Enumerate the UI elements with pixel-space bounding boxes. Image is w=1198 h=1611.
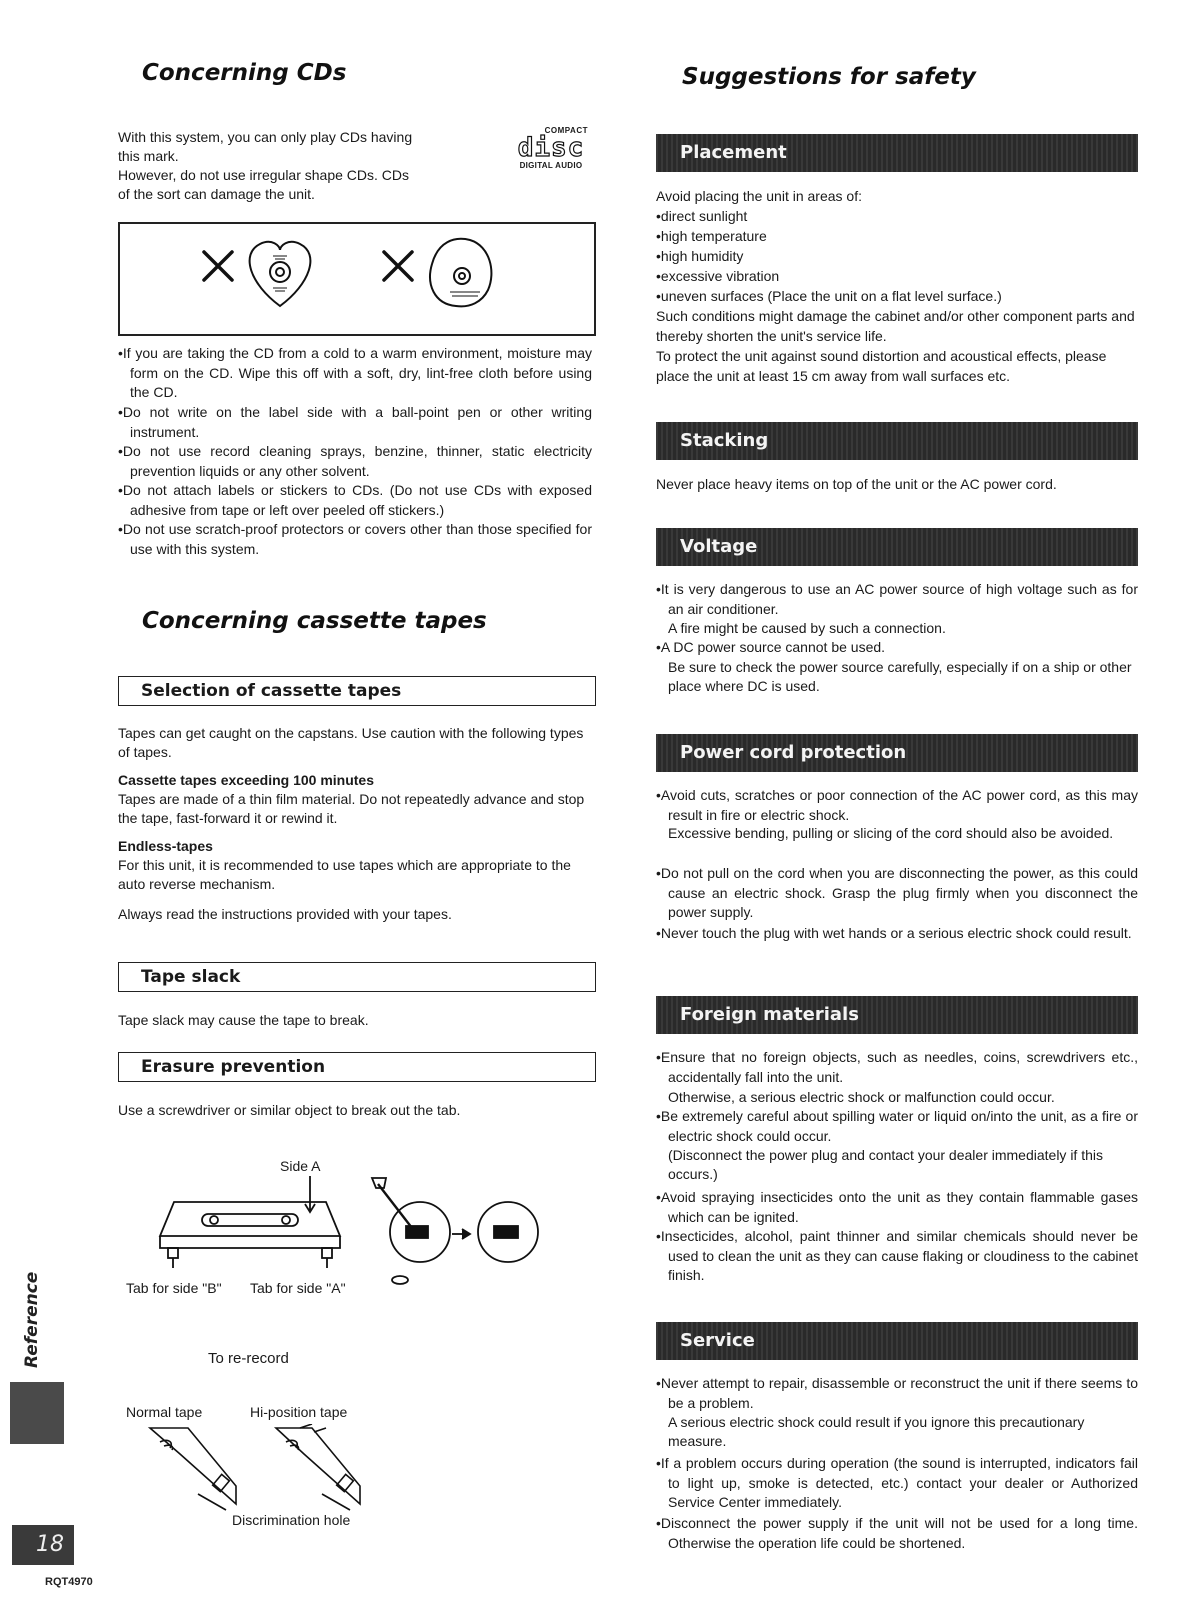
endless-text: For this unit, it is recommended to use tapes which are appropriate to the auto reverse mechanism. xyxy=(118,857,571,892)
erasure-text: Use a screwdriver or similar object to break out the tab. xyxy=(118,1102,461,1118)
logo-top-text: COMPACT xyxy=(544,126,588,135)
discrimination-hole-label: Discrimination hole xyxy=(232,1512,351,1528)
foreign-sub: (Disconnect the power plug and contact your dealer immediately if this occurs.) xyxy=(668,1147,1103,1182)
power-cord-sub: Excessive bending, pulling or slicing of the cord should also be avoided. xyxy=(668,825,1114,841)
cd-bullet: •Do not use record cleaning sprays, benzine, thinner, static electricity prevention liquids or any other solvent. xyxy=(118,443,592,479)
cassette-tab-illustration xyxy=(150,1176,550,1286)
page-number: 18 xyxy=(12,1525,74,1565)
selection-heading: Selection of cassette tapes xyxy=(118,676,596,706)
service-bullet: •Disconnect the power supply if the unit will not be used for a long time. Otherwise the operation life could be shortened. xyxy=(656,1515,1138,1551)
tape-slack-heading: Tape slack xyxy=(118,962,596,992)
cd-bullet: •Do not write on the label side with a ball-point pen or other writing instrument. xyxy=(118,404,592,440)
compact-disc-logo xyxy=(508,126,594,178)
erasure-heading: Erasure prevention xyxy=(118,1052,596,1082)
placement-item: •high humidity xyxy=(656,248,744,264)
cd-intro-line: With this system, you can only play CDs having xyxy=(118,129,413,145)
reference-side-label: Reference xyxy=(22,1271,42,1368)
section-tab-marker xyxy=(10,1382,64,1444)
placement-banner: Placement xyxy=(656,134,1138,172)
exceeding-heading: Cassette tapes exceeding 100 minutes xyxy=(118,772,375,788)
tape-rerecord-illustration xyxy=(140,1424,400,1512)
cd-section-title: Concerning CDs xyxy=(142,60,347,86)
normal-tape-label: Normal tape xyxy=(126,1404,203,1420)
exceeding-text: Tapes are made of a thin film material. Do not repeatedly advance and stop the tape, fast-forward it or rewind it. xyxy=(118,791,585,826)
placement-text-1: Such conditions might damage the cabinet and/or other component parts and thereby shorten the unit's service life. xyxy=(656,308,1135,344)
power-cord-bullet: •Never touch the plug with wet hands or a serious electric shock could result. xyxy=(656,925,1132,941)
voltage-bullet: •A DC power source cannot be used. xyxy=(656,639,886,655)
tab-side-b-label: Tab for side "B" xyxy=(126,1280,222,1296)
cd-intro xyxy=(118,128,478,204)
always-read-text: Always read the instructions provided with your tapes. xyxy=(118,906,452,922)
service-bullet: •If a problem occurs during operation (the sound is interrupted, indicators fail to light up, smoke is detected, etc.) contact your dealer or Authorized Service Center immediately. xyxy=(656,1455,1138,1510)
placement-item: •high temperature xyxy=(656,228,767,244)
cd-intro-line: this mark. xyxy=(118,148,179,164)
voltage-banner: Voltage xyxy=(656,528,1138,566)
placement-list xyxy=(656,206,1138,306)
cd-bullet: •Do not use scratch-proof protectors or covers other than those specified for use with this system. xyxy=(118,521,592,557)
endless-heading: Endless-tapes xyxy=(118,838,213,854)
voltage-bullet: •It is very dangerous to use an AC power source of high voltage such as for an air conditioner. xyxy=(656,581,1138,617)
power-cord-bullet: •Do not pull on the cord when you are disconnecting the power, as this could cause an electric shock. Grasp the plug firmly when you disconnect the power supply. xyxy=(656,865,1138,920)
irregular-cd-illustration xyxy=(118,222,596,336)
placement-item: •excessive vibration xyxy=(656,268,780,284)
foreign-sub: Otherwise, a serious electric shock or malfunction could occur. xyxy=(668,1089,1055,1105)
safety-title: Suggestions for safety xyxy=(682,64,976,90)
selection-intro: Tapes can get caught on the capstans. Use caution with the following types of tapes. xyxy=(118,725,584,760)
cd-bullet: •Do not attach labels or stickers to CDs. (Do not use CDs with exposed adhesive from tape or left over peeled off stickers.) xyxy=(118,482,592,518)
service-banner: Service xyxy=(656,1322,1138,1360)
power-cord-banner: Power cord protection xyxy=(656,734,1138,772)
logo-bottom-text: DIGITAL AUDIO xyxy=(519,161,583,170)
power-cord-bullet: •Avoid cuts, scratches or poor connection of the AC power cord, as this may result in fire or electric shock. xyxy=(656,787,1138,823)
placement-text-2: To protect the unit against sound distortion and acoustical effects, please place the unit at least 15 cm away from wall surfaces etc. xyxy=(656,348,1107,384)
voltage-sub: Be sure to check the power source carefully, especially if on a ship or other place where DC is used. xyxy=(668,659,1132,694)
logo-main-text: disc xyxy=(517,133,585,163)
side-a-label: Side A xyxy=(280,1158,321,1174)
hi-position-tape-label: Hi-position tape xyxy=(250,1404,348,1420)
tape-section-title: Concerning cassette tapes xyxy=(142,608,487,634)
foreign-bullet: •Ensure that no foreign objects, such as needles, coins, screwdrivers etc., accidentally fall into the unit. xyxy=(656,1049,1138,1085)
foreign-bullet: •Be extremely careful about spilling water or liquid on/into the unit, as a fire or electric shock could occur. xyxy=(656,1108,1138,1144)
placement-item: •direct sunlight xyxy=(656,208,748,224)
placement-item: •uneven surfaces (Place the unit on a flat level surface.) xyxy=(656,288,1002,304)
foreign-materials-banner: Foreign materials xyxy=(656,996,1138,1034)
tape-slack-text: Tape slack may cause the tape to break. xyxy=(118,1012,369,1028)
placement-intro: Avoid placing the unit in areas of: xyxy=(656,188,862,204)
stacking-banner: Stacking xyxy=(656,422,1138,460)
cd-intro-line: However, do not use irregular shape CDs. CDs xyxy=(118,167,410,183)
stacking-text: Never place heavy items on top of the unit or the AC power cord. xyxy=(656,476,1057,492)
irregular-cd-drawing xyxy=(120,224,594,334)
cd-bullet: •If you are taking the CD from a cold to a warm environment, moisture may form on the CD. Wipe this off with a soft, dry, lint-free cloth before using the CD. xyxy=(118,345,592,400)
cd-intro-line: of the sort can damage the unit. xyxy=(118,186,315,202)
tab-side-a-label: Tab for side "A" xyxy=(250,1280,346,1296)
foreign-bullet: •Avoid spraying insecticides onto the unit as they contain flammable gases which can be ignited. xyxy=(656,1189,1138,1225)
foreign-bullet: •Insecticides, alcohol, paint thinner and similar chemicals should never be used to clean the unit as they can cause flaking or cloudiness to the cabinet finish. xyxy=(656,1228,1138,1283)
service-bullet: •Never attempt to repair, disassemble or reconstruct the unit if there seems to be a problem. xyxy=(656,1375,1138,1411)
service-sub: A serious electric shock could result if you ignore this precautionary measure. xyxy=(668,1414,1085,1449)
voltage-sub: A fire might be caused by such a connection. xyxy=(668,620,946,636)
re-record-heading: To re-record xyxy=(208,1350,289,1367)
model-code: RQT4970 xyxy=(45,1576,93,1588)
